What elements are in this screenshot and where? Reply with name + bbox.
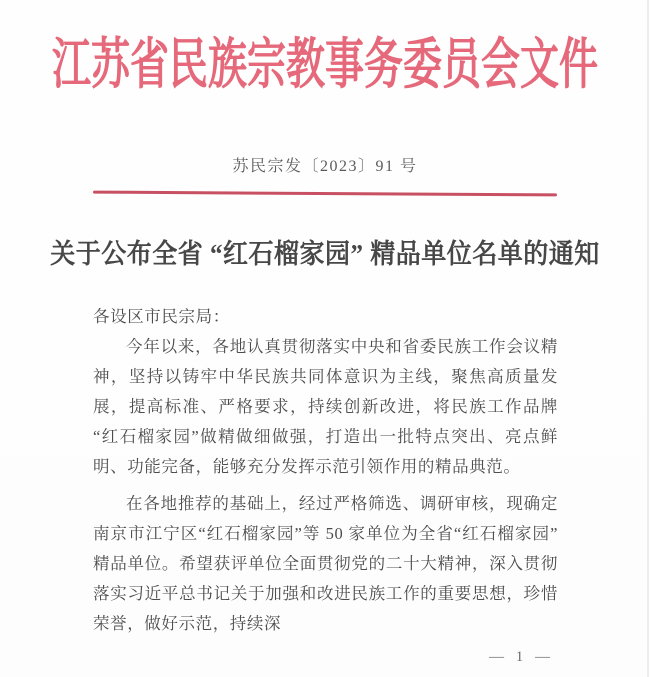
salutation: 各设区市民宗局： [93,307,230,326]
letterhead-title: 江苏省民族宗教事务委员会文件 [51,34,598,96]
notice-title: 关于公布全省 “红石榴家园” 精品单位名单的通知 [50,240,600,270]
body-paragraph-1: 今年以来，各地认真贯彻落实中央和省委民族工作会议精神，坚持以铸牢中华民族共同体意识为主线，聚焦高质量发展，提高标准、严格要求，持续创新改进，将民族工作品牌“红石榴家园”做精做细做强，打造出一批特点突出、亮点鲜明、功能完备，能够充分发挥示范引领作用的精品典范。 [93,337,558,476]
document-number: 苏民宗发〔2023〕91 号 [232,158,418,175]
scan-edge-artifact [647,0,649,677]
body-paragraph-2: 在各地推荐的基础上，经过严格筛选、调研审核，现确定南京市江宁区“红石榴家园”等 50 家单位为全省“红石榴家园”精品单位。希望获评单位全面贯彻党的二十大精神，深入贯彻落实习近平总书记关于加强和改进民族工作的重要思想，珍惜荣誉，做好示范，持续深 [93,494,558,633]
page-number: — 1 — [489,649,554,665]
red-separator-line [93,191,557,197]
document-body [93,302,558,639]
